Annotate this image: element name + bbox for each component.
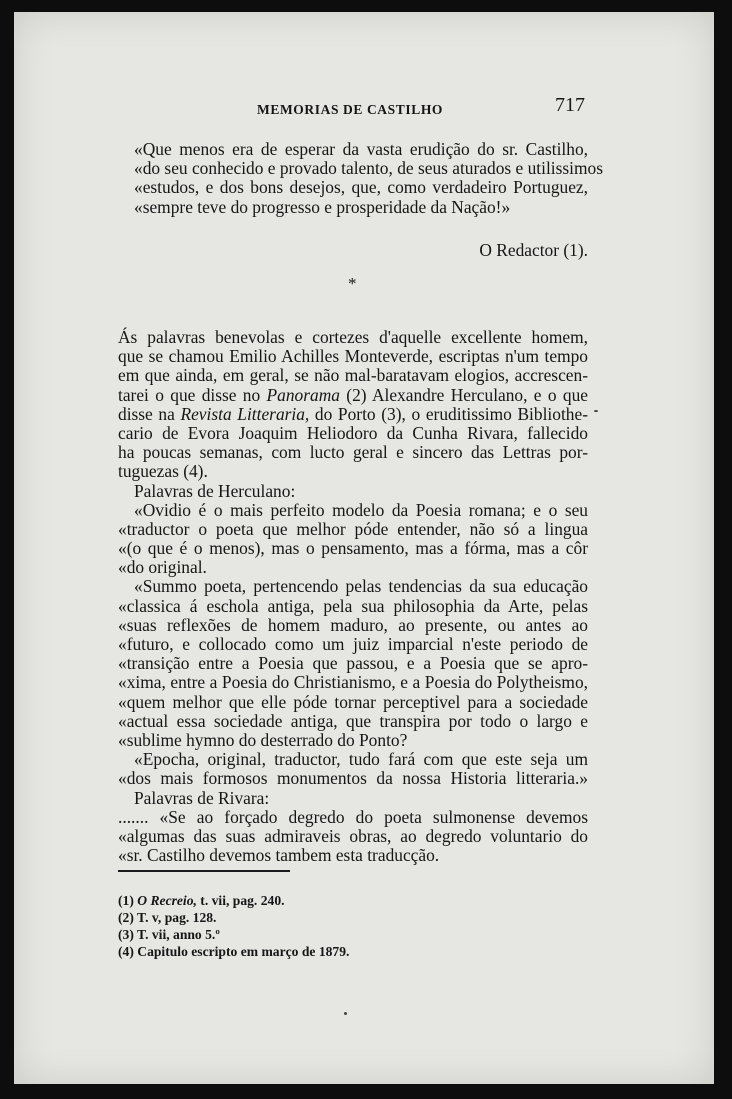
text-line: «do original. bbox=[118, 557, 207, 578]
ink-speck bbox=[594, 410, 598, 412]
text-line: «estudos, e dos bons desejos, que, como verdadeiro Portuguez, bbox=[134, 177, 588, 198]
text-line: tuguezas (4). bbox=[118, 461, 208, 482]
text-line: «sublime hymno do desterrado do Ponto? bbox=[118, 729, 408, 750]
rivara-intro: Palavras de Rivara: bbox=[134, 787, 270, 808]
text-line: «(o que é o menos), mas o pensamento, mas a fórma, mas a côr bbox=[118, 538, 588, 559]
text-line: «classica á eschola antiga, pela sua philosophia da Arte, pelas bbox=[118, 595, 588, 616]
text-line: disse na Revista Litteraria, do Porto (3), o eruditissimo Bibliothe- bbox=[118, 403, 588, 424]
text-line: cario de Evora Joaquim Heliodoro da Cunha Rivara, fallecido bbox=[118, 422, 588, 443]
text-line: «Summo poeta, pertencendo pelas tendencias da sua educação bbox=[134, 576, 588, 597]
page-number: 717 bbox=[555, 94, 585, 116]
footnote-4: (4) Capitulo escripto em março de 1879. bbox=[118, 944, 350, 959]
footnote-3: (3) T. vii, anno 5.º bbox=[118, 927, 220, 942]
text-line: «quem melhor que elle póde tornar perceptivel para a sociedade bbox=[118, 691, 588, 712]
revista-title: Revista Litteraria, bbox=[180, 403, 310, 424]
ink-speck bbox=[344, 1012, 347, 1015]
footnote-2: (2) T. v, pag. 128. bbox=[118, 910, 217, 925]
text-line: «traductor o poeta que melhor póde entender, não só a lingua bbox=[118, 518, 588, 539]
footnote-1: (1) O Recreio, t. vii, pag. 240. bbox=[118, 893, 285, 908]
text-line: que se chamou Emilio Achilles Monteverde, escriptas n'um tempo bbox=[118, 346, 588, 367]
text-line: «do seu conhecido e provado talento, de seus aturados e utilissimos bbox=[134, 158, 603, 179]
text-line: «dos mais formosos monumentos da nossa Historia litteraria.» bbox=[118, 768, 588, 789]
text-line: «futuro, e collocado como um juiz imparcial n'este periodo de bbox=[118, 634, 588, 654]
footnote-divider bbox=[118, 870, 290, 872]
text-line: «algumas das suas admiraveis obras, ao degredo voluntario do bbox=[118, 825, 588, 846]
herculano-intro: Palavras de Herculano: bbox=[134, 480, 296, 501]
text-line: «sr. Castilho devemos tambem esta traducção. bbox=[118, 845, 440, 866]
text-line: ha poucas semanas, com lucto geral e sincero das Lettras por- bbox=[118, 442, 588, 463]
text-line: em que ainda, em geral, se não mal-baratavam elogios, accrescen- bbox=[118, 365, 588, 386]
text-line: «Ovidio é o mais perfeito modelo da Poesia romana; e o seu bbox=[134, 499, 588, 520]
book-page bbox=[14, 12, 714, 1084]
signature: O Redactor (1). bbox=[479, 240, 588, 260]
text-line: «suas reflexões de homem maduro, ao presente, ou antes ao bbox=[118, 614, 588, 635]
text-line: tarei o que disse no Panorama (2) Alexandre Herculano, e o que bbox=[118, 384, 588, 405]
panorama-title: Panorama bbox=[266, 384, 340, 405]
text-line: Ás palavras benevolas e cortezes d'aquelle excellente homem, bbox=[118, 327, 588, 347]
section-separator: * bbox=[348, 274, 357, 293]
intro-paragraph bbox=[118, 328, 588, 865]
text-line: «actual essa sociedade antiga, que transpira por todo o largo e bbox=[118, 710, 588, 731]
text-line: «xima, entre a Poesia do Christianismo, e a Poesia do Polytheismo, bbox=[118, 672, 588, 693]
text-line: «transição entre a Poesia que passou, e a Poesia que se apro- bbox=[118, 653, 588, 674]
text-line: «Que menos era de esperar da vasta erudição do sr. Castilho, bbox=[134, 139, 588, 159]
header-title: MEMORIAS DE CASTILHO bbox=[257, 102, 444, 117]
text-line: «Epocha, original, traductor, tudo fará com que este seja um bbox=[134, 749, 588, 770]
quote-block-1 bbox=[118, 139, 603, 217]
text-line: ....... «Se ao forçado degredo do poeta sulmonense devemos bbox=[118, 806, 588, 827]
footnotes bbox=[118, 892, 349, 960]
text-line: «sempre teve do progresso e prosperidade da Nação!» bbox=[134, 196, 511, 217]
